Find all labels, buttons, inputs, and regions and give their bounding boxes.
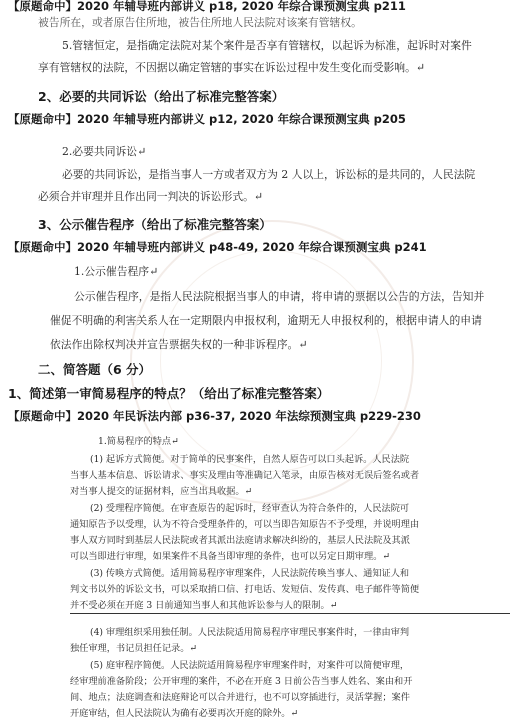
text-line: 必要的共同诉讼，是指当事人一方或者双方为 2 人以上，诉讼标的是共同的，人民法院: [62, 168, 476, 181]
text-line: 经审理前准备阶段；公开审理的案件，不必在开庭 3 日前公告当事人姓名、案由和开: [70, 676, 413, 687]
text-line: 通知原告予以受理，认为不符合受理条件的，可以当即告知原告不予受理，并说明理由: [70, 519, 420, 530]
text-line: 2、必要的共同诉讼（给出了标准完整答案）: [38, 89, 285, 104]
text-line: 事人双方同时到基层人民法院或者其派出法庭请求解决纠纷的，基层人民法院及其派: [70, 535, 410, 546]
text-line: 二、简答题（6 分）: [38, 362, 152, 377]
text-line: 可以当即进行审理，如果案件不具备当即审理的条件，也可以另定日期审理。↵: [70, 551, 391, 562]
text-line: 催促不明确的利害关系人在一定期限内申报权利，逾期无人申报权利的，根据申请人的申请: [50, 314, 482, 327]
text-line: 【原题命中】2020 年辅导班内部讲义 p18, 2020 年综合课预测宝典 p211: [8, 0, 406, 13]
text-line: 1、简述第一审简易程序的特点？（给出了标准完整答案）: [8, 386, 330, 401]
text-line: 公示催告程序，是指人民法院根据当事人的申请，将申请的票据以公告的方法，告知并: [74, 290, 485, 303]
text-line: 依法作出除权判决并宣告票据失权的一种非诉程序。↵: [50, 338, 308, 351]
text-line: 并不受必须在开庭 3 日前通知当事人和其他诉讼参与人的限制。↵: [70, 600, 338, 611]
watermark-seal-inner: [160, 250, 382, 472]
text-line: (3) 传唤方式简便。适用简易程序审理案件，人民法院传唤当事人、通知证人和: [90, 568, 410, 579]
text-line: 对当事人提交的证据材料，应当出具收据。↵: [70, 486, 253, 497]
text-line: 1.简易程序的特点↵: [98, 436, 179, 447]
section-divider: [70, 613, 510, 614]
text-line: 判文书以外的诉讼文书，可以采取捎口信、打电话、发短信、发传真、电子邮件等简便: [70, 584, 420, 595]
text-line: (2) 受理程序简便。在审查原告的起诉时，经审查认为符合条件的，人民法院可: [90, 503, 410, 514]
text-line: 【原题命中】2020 年民诉法内部 p36-37, 2020 年法综预测宝典 p229-230: [8, 409, 421, 423]
text-line: 必须合并审理并且作出同一判决的诉讼形式。↵: [38, 190, 263, 203]
text-line: (4) 审理组织采用独任制。人民法院适用简易程序审理民事案件时，一律由审判: [90, 627, 410, 638]
text-line: 开庭审结，但人民法院认为确有必要再次开庭的除外。↵: [70, 708, 299, 719]
text-line: 【原题命中】2020 年辅导班内部讲义 p12, 2020 年综合课预测宝典 p205: [8, 112, 406, 126]
text-line: 2.必要共同诉讼↵: [62, 145, 147, 158]
text-line: 间、地点；法庭调查和法庭辩论可以合并进行，也不可以穿插进行，灵活掌握；案件: [70, 692, 410, 703]
text-line: 独任审理，书记员担任记录。↵: [70, 643, 198, 654]
text-line: 享有管辖权的法院，不因据以确定管辖的事实在诉讼过程中发生变化而受影响。↵: [38, 61, 425, 74]
text-line: (5) 庭审程序简便。人民法院适用简易程序审理案件时，对案件可以简便审理，: [90, 660, 410, 671]
text-line: 3、公示催告程序（给出了标准完整答案）: [38, 217, 272, 232]
text-line: (1) 起诉方式简便。对于简单的民事案件，自然人原告可以口头起诉。人民法院: [90, 454, 410, 465]
text-line: 5.管辖恒定，是指确定法院对某个案件是否享有管辖权，以起诉为标准，起诉时对案件: [62, 39, 472, 52]
text-line: 被告所在，或者原告住所地，被告住所地人民法院对该案有管辖权。: [38, 16, 362, 29]
text-line: 当事人基本信息、诉讼请求、事实及理由等准确记入笔录，由原告核对无误后签名或者: [70, 470, 420, 481]
text-line: 【原题命中】2020 年辅导班内部讲义 p48-49, 2020 年综合课预测宝典 p241: [8, 240, 427, 254]
text-line: 1.公示催告程序↵: [74, 265, 159, 278]
